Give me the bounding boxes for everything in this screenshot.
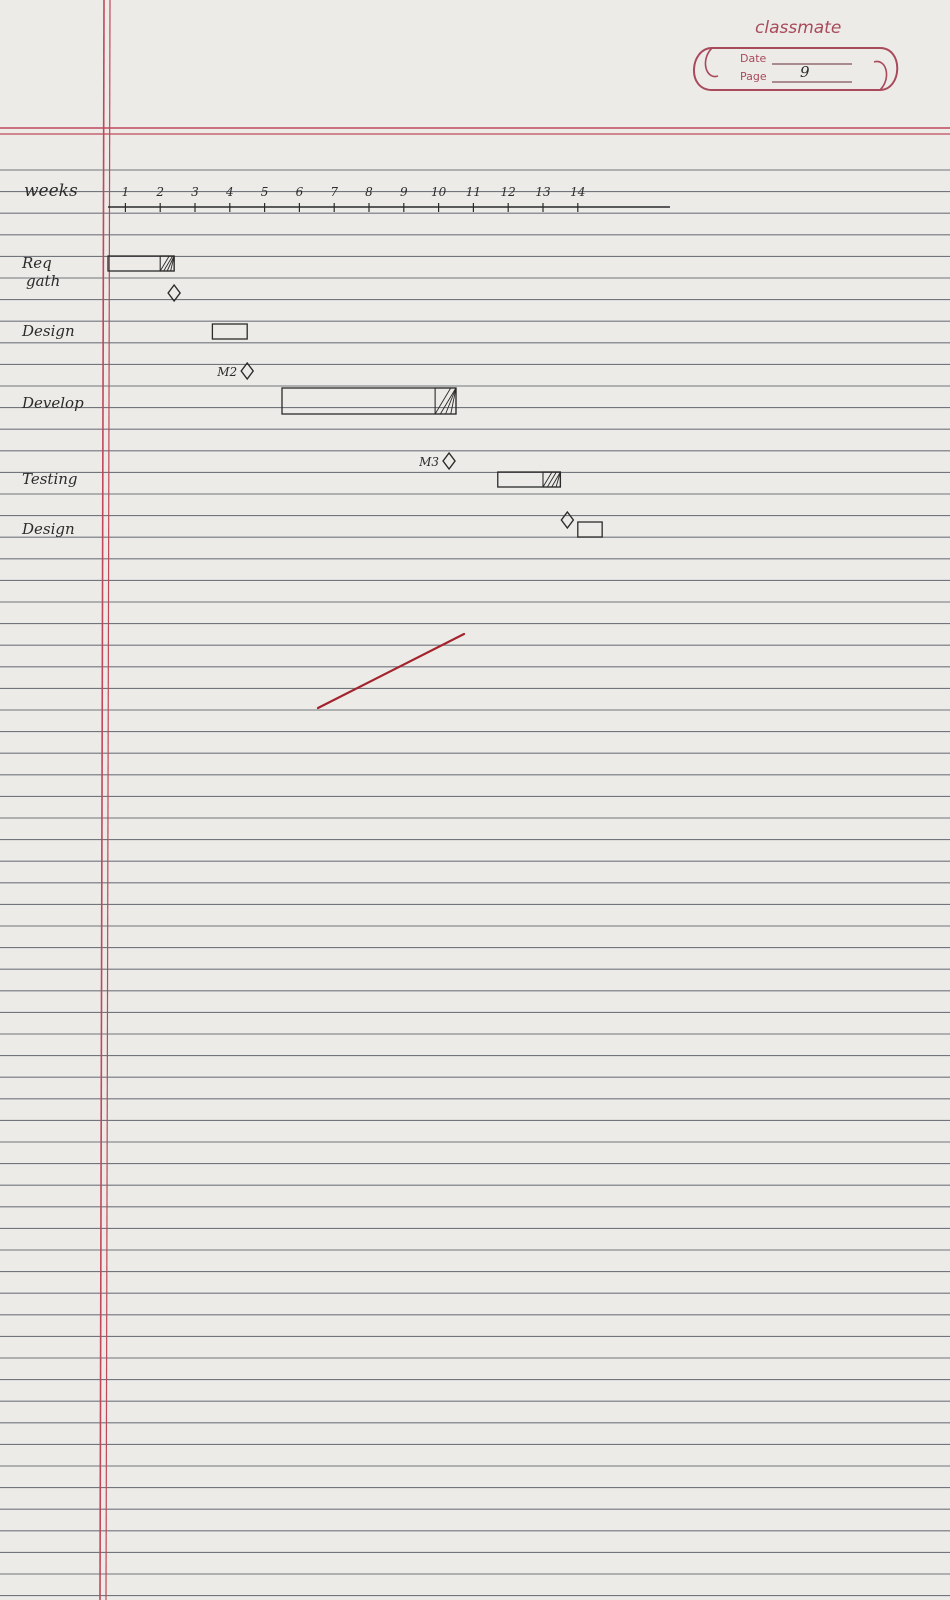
milestone-diamond-icon — [443, 453, 455, 469]
tick-label: 7 — [330, 185, 339, 199]
milestone-label: M3 — [419, 455, 440, 469]
hatch-stroke — [556, 472, 560, 487]
ruled-lines — [0, 170, 950, 1596]
tick-label: 1 — [121, 185, 130, 199]
task-bar — [212, 324, 247, 339]
tick-label: 6 — [295, 185, 304, 199]
milestone-diamond-icon — [561, 512, 573, 528]
milestone-label: M2 — [217, 365, 238, 379]
tick-label: 10 — [430, 185, 447, 199]
scroll-curl-icon — [705, 48, 886, 90]
page-number: 9 — [800, 63, 810, 81]
task-label: Design — [22, 322, 75, 340]
task-bar — [282, 388, 456, 414]
slack-hatch — [435, 388, 456, 414]
tick-label: 8 — [365, 185, 373, 199]
task-bar — [578, 522, 602, 537]
tick-label: 2 — [156, 185, 165, 199]
tick-label: 12 — [500, 185, 516, 199]
page-label: Page — [740, 70, 767, 83]
tick-label: 3 — [191, 185, 199, 199]
hatch-stroke — [552, 472, 561, 487]
brand-logo: classmate — [755, 18, 842, 38]
task-label: Req — [22, 254, 52, 272]
task-bars — [108, 256, 602, 537]
hatch-stroke — [446, 388, 456, 414]
margin-line — [106, 0, 110, 1600]
tick-label: 9 — [399, 185, 408, 199]
margin-line — [100, 0, 104, 1600]
task-label: Testing — [22, 470, 78, 488]
hatch-stroke — [543, 472, 552, 487]
hatch-stroke — [547, 472, 556, 487]
tick-label: 14 — [570, 185, 586, 199]
tick-label: 4 — [225, 185, 234, 199]
tick-label: 11 — [465, 185, 482, 199]
task-label: Develop — [22, 394, 84, 412]
tick-label: 13 — [535, 185, 551, 199]
classmate-header — [694, 18, 897, 90]
milestone-diamond-icon — [168, 285, 180, 301]
axis-ticks — [122, 185, 586, 212]
task-label: Design — [22, 520, 75, 538]
date-label: Date — [740, 52, 767, 65]
task-label-line2: gath — [26, 272, 61, 290]
tick-label: 5 — [260, 185, 269, 199]
milestone-diamond-icon — [241, 363, 253, 379]
task-labels — [21, 254, 84, 538]
axis-label: weeks — [24, 181, 78, 201]
scroll-banner-icon — [694, 48, 897, 90]
